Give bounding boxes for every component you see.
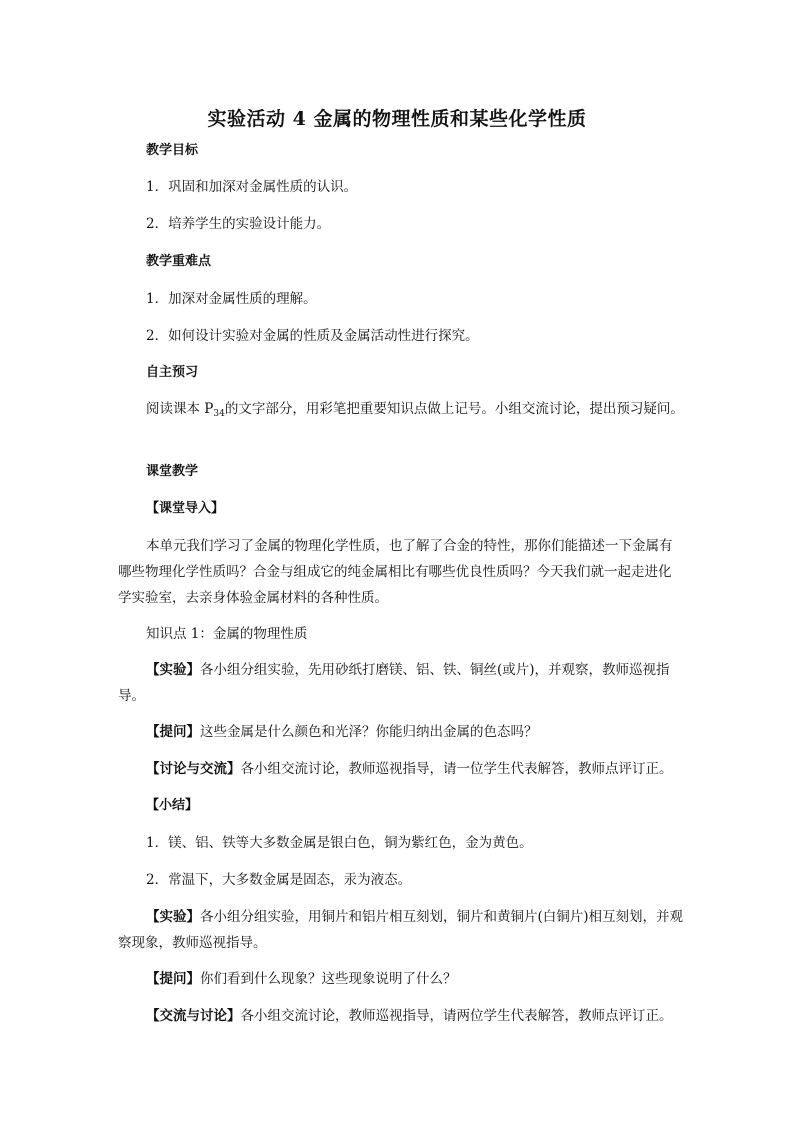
question-1-tag: 【提问】 — [146, 724, 200, 740]
intro-paragraph: 本单元我们学习了金属的物理化学性质，也了解了合金的特性，那你们能描述一下金属有哪些物理化学性质吗？合金与组成它的纯金属相比有哪些优良性质吗？今天我们就一起走进化学实验室，去亲身体验金属材料的各种性质。 — [118, 538, 673, 606]
discussion-2-text: 各小组交流讨论，教师巡视指导，请两位学生代表解答，教师点评订正。 — [240, 1008, 673, 1024]
question-1-text: 这些金属是什么颜色和光泽？你能归纳出金属的色态吗？ — [200, 724, 538, 740]
question-1 — [118, 719, 684, 745]
discussion-2 — [118, 1003, 684, 1029]
heading-preview: 自主预习 — [146, 365, 199, 380]
question-2-text: 你们看到什么现象？这些现象说明了什么？ — [200, 971, 457, 987]
heading-goals: 教学目标 — [146, 143, 199, 158]
summary-1: 1．镁、铝、铁等大多数金属是银白色，铜为紫红色，金为黄色。 — [146, 835, 533, 851]
summary-2: 2．常温下，大多数金属是固态，汞为液态。 — [146, 872, 412, 888]
heading-key-points: 教学重难点 — [146, 254, 212, 269]
experiment-2 — [118, 904, 684, 956]
preview-text-a: 阅读课本 P — [146, 401, 214, 417]
summary-tag: 【小结】 — [146, 798, 199, 813]
experiment-1-tag: 【实验】 — [146, 662, 200, 678]
experiment-1 — [118, 657, 684, 709]
page-title: 实验活动 4 金属的物理性质和某些化学性质 — [207, 108, 587, 130]
question-2-tag: 【提问】 — [146, 971, 200, 987]
goal-1: 1．巩固和加深对金属性质的认识。 — [146, 179, 358, 195]
preview-paragraph — [118, 396, 684, 427]
key-point-1: 1．加深对金属性质的理解。 — [146, 291, 317, 307]
experiment-2-tag: 【实验】 — [146, 909, 200, 925]
discussion-1 — [118, 756, 684, 782]
experiment-2-text: 各小组分组实验，用铜片和铝片相互刻划，铜片和黄铜片(白铜片)相互刻划，并观察现象，教师巡视指导。 — [118, 909, 684, 951]
experiment-1-text: 各小组分组实验，先用砂纸打磨镁、铝、铁、铜丝(或片)，并观察，教师巡视指导。 — [118, 662, 670, 704]
knowledge-point-1: 知识点 1：金属的物理性质 — [146, 626, 308, 642]
discussion-1-tag: 【讨论与交流】 — [146, 761, 241, 777]
preview-page-subscript: 34 — [213, 409, 225, 419]
goal-2: 2．培养学生的实验设计能力。 — [146, 216, 331, 232]
preview-text-b: 的文字部分，用彩笔把重要知识点做上记号。小组交流讨论，提出预习疑问。 — [224, 401, 684, 417]
intro-tag: 【课堂导入】 — [146, 501, 225, 516]
discussion-2-tag: 【交流与讨论】 — [146, 1008, 241, 1024]
key-point-2: 2．如何设计实验对金属的性质及金属活动性进行探究。 — [146, 328, 479, 344]
question-2 — [118, 966, 684, 992]
heading-class: 课堂教学 — [146, 464, 199, 479]
discussion-1-text: 各小组交流讨论，教师巡视指导，请一位学生代表解答，教师点评订正。 — [240, 761, 673, 777]
